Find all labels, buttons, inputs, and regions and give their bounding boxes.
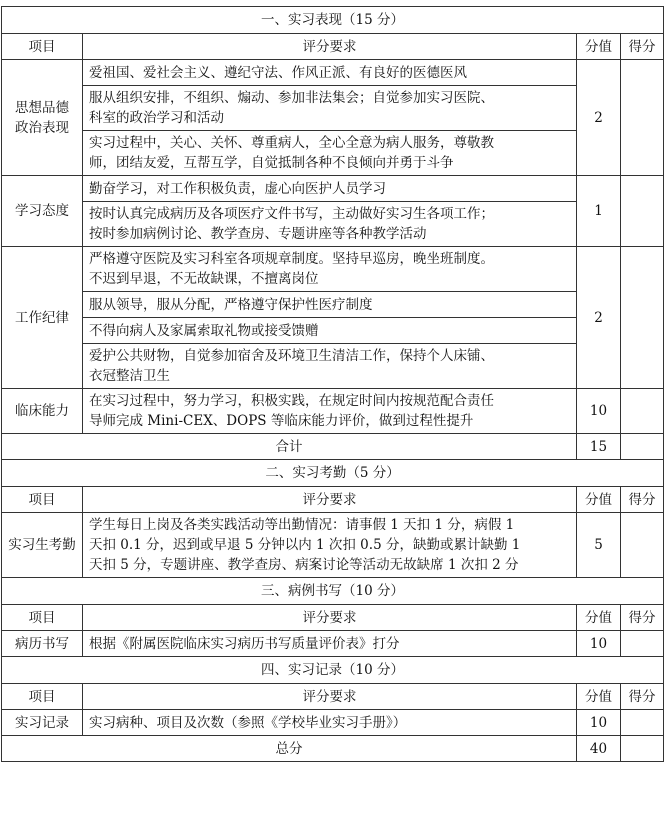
obtained-score-cell[interactable] bbox=[621, 60, 664, 176]
table-row bbox=[2, 318, 664, 344]
score-value: 10 bbox=[577, 389, 621, 434]
column-header: 得分 bbox=[621, 684, 664, 710]
table-row bbox=[2, 202, 664, 247]
section-title: 二、实习考勤（5 分） bbox=[2, 460, 664, 487]
table-row bbox=[2, 176, 664, 202]
item-name-line: 学习态度 bbox=[15, 203, 69, 219]
requirement-line: 服从领导，服从分配，严格遵守保护性医疗制度 bbox=[89, 296, 373, 313]
requirement-text bbox=[83, 389, 577, 434]
requirement-text bbox=[83, 60, 577, 86]
requirement-text bbox=[83, 292, 577, 318]
table-row bbox=[2, 631, 664, 657]
obtained-score-cell[interactable] bbox=[621, 389, 664, 434]
requirement-line: 严格遵守医院及实习科室各项规章制度。坚持早巡房，晚坐班制度。 bbox=[89, 251, 494, 267]
item-name-line: 实习生考勤 bbox=[8, 537, 76, 553]
column-header: 得分 bbox=[621, 34, 664, 60]
requirement-line: 科室的政治学习和活动 bbox=[89, 110, 224, 126]
table-row bbox=[2, 710, 664, 736]
column-header-row bbox=[2, 605, 664, 631]
subtotal-label: 合计 bbox=[2, 434, 577, 460]
requirement-line: 在实习过程中，努力学习，积极实践，在规定时间内按规范配合责任 bbox=[89, 393, 494, 409]
requirement-line: 按时参加病例讨论、教学查房、专题讲座等各种教学活动 bbox=[89, 226, 427, 242]
requirement-text bbox=[83, 344, 577, 389]
requirement-line: 根据《附属医院临床实习病历书写质量评价表》打分 bbox=[89, 635, 400, 652]
item-name-line: 临床能力 bbox=[15, 403, 69, 419]
requirement-text bbox=[83, 631, 577, 657]
score-value: 10 bbox=[577, 710, 621, 736]
column-header: 得分 bbox=[621, 605, 664, 631]
requirement-text bbox=[83, 202, 577, 247]
section-title: 四、实习记录（10 分） bbox=[2, 657, 664, 684]
table-row bbox=[2, 292, 664, 318]
requirement-line: 师，团结友爱，互帮互学，自觉抵制各种不良倾向并勇于斗争 bbox=[89, 155, 454, 171]
table-row bbox=[2, 247, 664, 292]
column-header: 分值 bbox=[577, 487, 621, 513]
item-name-line: 政治表现 bbox=[15, 119, 69, 136]
item-name bbox=[2, 389, 83, 434]
subtotal-obtained-cell[interactable] bbox=[621, 434, 664, 460]
item-name bbox=[2, 631, 83, 657]
requirement-line: 服从组织安排，不组织、煽动、参加非法集会；自觉参加实习医院、 bbox=[89, 90, 494, 106]
column-header: 得分 bbox=[621, 487, 664, 513]
requirement-line: 勤奋学习，对工作积极负责，虚心向医护人员学习 bbox=[89, 180, 386, 197]
section-title-row bbox=[2, 7, 664, 34]
obtained-score-cell[interactable] bbox=[621, 710, 664, 736]
requirement-text bbox=[83, 176, 577, 202]
table-row bbox=[2, 389, 664, 434]
requirement-text bbox=[83, 131, 577, 176]
column-header: 评分要求 bbox=[83, 684, 577, 710]
section-title-row bbox=[2, 460, 664, 487]
requirement-line: 衣冠整洁卫生 bbox=[89, 368, 170, 384]
grand-total-row bbox=[2, 736, 664, 762]
column-header: 评分要求 bbox=[83, 605, 577, 631]
requirement-line: 学生每日上岗及各类实践活动等出勤情况：请事假 1 天扣 1 分，病假 1 bbox=[89, 517, 515, 533]
requirement-line: 爱祖国、爱社会主义、遵纪守法、作风正派、有良好的医德医风 bbox=[89, 64, 467, 81]
score-value: 1 bbox=[577, 176, 621, 247]
table-row bbox=[2, 131, 664, 176]
section-title: 三、病例书写（10 分） bbox=[2, 578, 664, 605]
column-header: 评分要求 bbox=[83, 487, 577, 513]
grand-total-label: 总分 bbox=[2, 736, 577, 762]
score-value: 2 bbox=[577, 247, 621, 389]
section-title-row bbox=[2, 578, 664, 605]
item-name bbox=[2, 513, 83, 578]
column-header: 项目 bbox=[2, 605, 83, 631]
column-header: 分值 bbox=[577, 34, 621, 60]
section-title: 一、实习表现（15 分） bbox=[2, 7, 664, 34]
column-header: 评分要求 bbox=[83, 34, 577, 60]
table-row bbox=[2, 60, 664, 86]
score-value: 2 bbox=[577, 60, 621, 176]
requirement-text bbox=[83, 710, 577, 736]
table-row bbox=[2, 513, 664, 578]
score-value: 10 bbox=[577, 631, 621, 657]
item-name bbox=[2, 247, 83, 389]
subtotal-row bbox=[2, 434, 664, 460]
requirement-line: 实习病种、项目及次数（参照《学校毕业实习手册》） bbox=[89, 714, 407, 731]
item-name-line: 病历书写 bbox=[15, 635, 69, 652]
column-header: 分值 bbox=[577, 605, 621, 631]
column-header: 项目 bbox=[2, 487, 83, 513]
column-header-row bbox=[2, 684, 664, 710]
column-header: 项目 bbox=[2, 34, 83, 60]
subtotal-score: 15 bbox=[577, 434, 621, 460]
item-name-line: 思想品德 bbox=[15, 99, 69, 116]
requirement-line: 天扣 5 分，专题讲座、教学查房、病案讨论等活动无故缺席 1 次扣 2 分 bbox=[89, 557, 519, 573]
requirement-text bbox=[83, 86, 577, 131]
item-name bbox=[2, 710, 83, 736]
grand-total-score: 40 bbox=[577, 736, 621, 762]
column-header: 项目 bbox=[2, 684, 83, 710]
requirement-line: 不迟到早退，不无故缺课，不擅离岗位 bbox=[89, 271, 319, 287]
table-row bbox=[2, 86, 664, 131]
requirement-text bbox=[83, 247, 577, 292]
requirement-line: 实习过程中，关心、关怀、尊重病人，全心全意为病人服务，尊敬教 bbox=[89, 135, 494, 151]
obtained-score-cell[interactable] bbox=[621, 247, 664, 389]
requirement-line: 按时认真完成病历及各项医疗文件书写，主动做好实习生各项工作； bbox=[89, 206, 494, 222]
requirement-text bbox=[83, 318, 577, 344]
column-header-row bbox=[2, 487, 664, 513]
item-name bbox=[2, 176, 83, 247]
requirement-text bbox=[83, 513, 577, 578]
table-row bbox=[2, 344, 664, 389]
requirement-line: 爱护公共财物，自觉参加宿舍及环境卫生清洁工作，保持个人床铺、 bbox=[89, 348, 494, 364]
item-name-line: 工作纪律 bbox=[15, 309, 69, 326]
item-name bbox=[2, 60, 83, 176]
grand-total-obtained-cell[interactable] bbox=[621, 736, 664, 762]
requirement-line: 天扣 0.1 分，迟到或早退 5 分钟以内 1 次扣 0.5 分，缺勤或累计缺勤 1 bbox=[89, 537, 521, 553]
section-title-row bbox=[2, 657, 664, 684]
obtained-score-cell[interactable] bbox=[621, 513, 664, 578]
evaluation-table bbox=[1, 6, 664, 762]
item-name-line: 实习记录 bbox=[15, 714, 69, 731]
column-header: 分值 bbox=[577, 684, 621, 710]
obtained-score-cell[interactable] bbox=[621, 631, 664, 657]
column-header-row bbox=[2, 34, 664, 60]
requirement-line: 不得向病人及家属索取礼物或接受馈赠 bbox=[89, 322, 319, 339]
obtained-score-cell[interactable] bbox=[621, 176, 664, 247]
score-value: 5 bbox=[577, 513, 621, 578]
requirement-line: 导师完成 Mini-CEX、DOPS 等临床能力评价，做到过程性提升 bbox=[89, 413, 474, 429]
